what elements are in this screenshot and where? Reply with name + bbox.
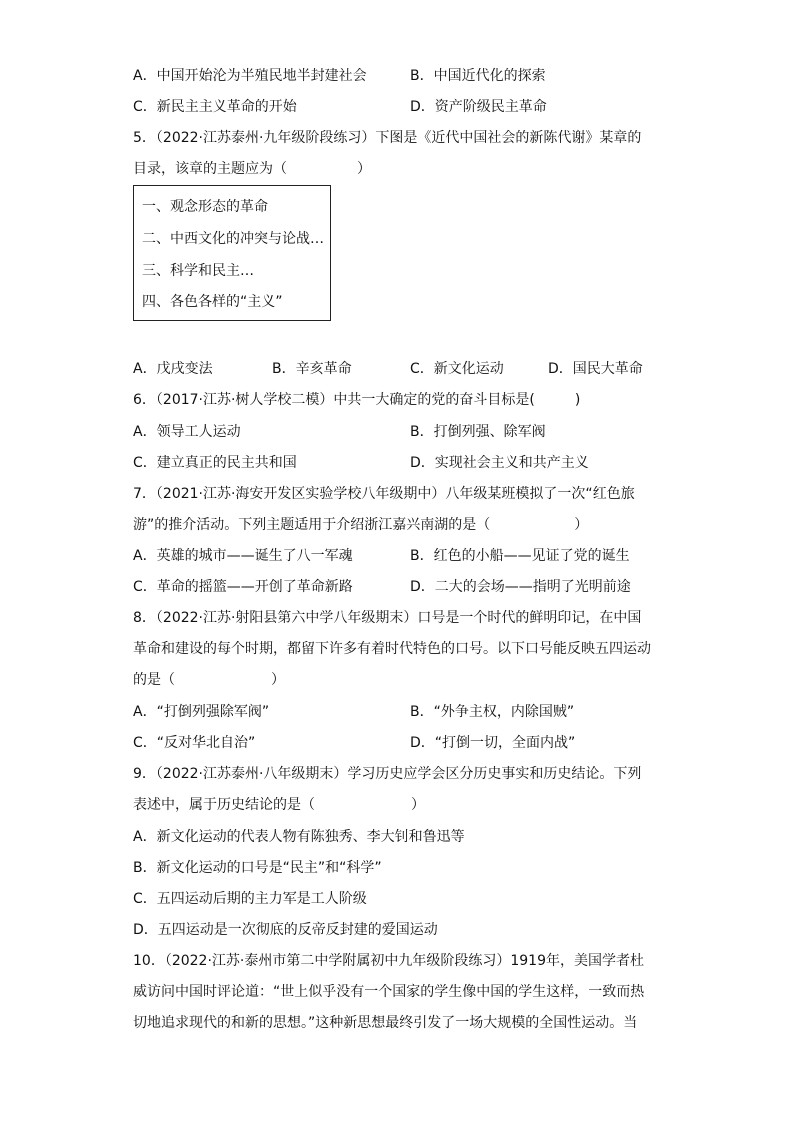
q7-option-a: A．英雄的城市——诞生了八一军魂 xyxy=(133,548,353,564)
q10-stem-line-1: 10．（2022·江苏·泰州市第二中学附属初中九年级阶段练习）1919年，美国学者杜 xyxy=(133,953,644,969)
q10-stem-line-3: 切地追求现代的和新的思想。”这种新思想最终引发了一场大规模的全国性运动。当 xyxy=(133,1015,638,1031)
q8-stem-line-2: 革命和建设的每个时期，都留下许多有着时代特色的口号。以下口号能反映五四运动 xyxy=(133,641,651,657)
q9-stem-text: 表述中，属于历史结论的是（ xyxy=(133,797,315,813)
q5-stem-text: 目录，该章的主题应为（ xyxy=(133,161,287,177)
q7-stem-text: 游”的推介活动。下列主题适用于介绍浙江嘉兴南湖的是（ xyxy=(133,517,491,533)
q8-option-d: D．“打倒一切，全面内战” xyxy=(410,735,576,751)
q8-stem-text: 的是（ xyxy=(133,672,175,688)
q5-table-of-contents xyxy=(133,185,331,321)
q5-option-a: A．戊戌变法 xyxy=(133,361,213,377)
q10-stem-line-2: 威访问中国时评论道：“世上似乎没有一个国家的学生像中国的学生这样，一致而热 xyxy=(133,984,645,1000)
toc-item-3: 三、科学和民主… xyxy=(142,263,254,279)
q4-option-d: D．资产阶级民主革命 xyxy=(410,99,547,115)
q9-option-c: C．五四运动后期的主力军是工人阶级 xyxy=(133,891,367,907)
q5-paren-close: ） xyxy=(357,161,371,177)
q7-paren-close: ） xyxy=(574,517,589,533)
q4-option-b: B．中国近代化的探索 xyxy=(410,68,546,84)
q6-paren-close: ) xyxy=(574,392,581,408)
q6-option-d: D．实现社会主义和共产主义 xyxy=(410,455,589,471)
q9-option-d: D．五四运动是一次彻底的反帝反封建的爱国运动 xyxy=(133,922,438,938)
q7-stem-line-2 xyxy=(133,515,588,535)
q6-option-b: B．打倒列强、除军阀 xyxy=(410,424,546,440)
q6-option-c: C．建立真正的民主共和国 xyxy=(133,455,297,471)
q7-option-d: D．二大的会场——指明了光明前途 xyxy=(410,579,631,595)
q5-stem-line-2 xyxy=(133,159,371,179)
toc-item-1: 一、观念形态的革命 xyxy=(142,199,268,215)
q6-stem-text: 6．（2017·江苏·树人学校二模）中共一大确定的党的奋斗目标是( xyxy=(133,392,535,408)
q9-stem-line-2 xyxy=(133,795,425,815)
q9-option-a: A．新文化运动的代表人物有陈独秀、李大钊和鲁迅等 xyxy=(133,829,465,845)
q6-option-a: A．领导工人运动 xyxy=(133,424,241,440)
q8-paren-close: ） xyxy=(271,672,285,688)
q7-stem-line-1: 7．（2021·江苏·海安开发区实验学校八年级期中）八年级某班模拟了一次“红色旅 xyxy=(133,486,635,502)
q5-option-b: B．辛亥革命 xyxy=(272,361,352,377)
q5-option-c: C．新文化运动 xyxy=(410,361,504,377)
q4-option-a: A．中国开始沦为半殖民地半封建社会 xyxy=(133,68,367,84)
q9-stem-line-1: 9．（2022·江苏泰州·八年级期末）学习历史应学会区分历史事实和历史结论。下列 xyxy=(133,766,642,782)
q5-option-d: D．国民大革命 xyxy=(548,361,643,377)
q5-stem-line-1: 5．（2022·江苏泰州·九年级阶段练习）下图是《近代中国社会的新陈代谢》某章的 xyxy=(133,130,642,146)
toc-item-4: 四、各色各样的“主义” xyxy=(142,294,283,310)
q9-option-b: B．新文化运动的口号是“民主”和“科学” xyxy=(133,860,382,876)
q8-option-c: C．“反对华北自治” xyxy=(133,735,256,751)
q8-option-b: B．“外争主权，内除国贼” xyxy=(410,704,575,720)
q7-option-c: C．革命的摇篮——开创了革命新路 xyxy=(133,579,353,595)
q6-stem xyxy=(133,390,580,410)
q8-option-a: A．“打倒列强除军阀” xyxy=(133,704,270,720)
toc-item-2: 二、中西文化的冲突与论战… xyxy=(142,231,324,247)
q4-option-c: C．新民主主义革命的开始 xyxy=(133,99,297,115)
q8-stem-line-3 xyxy=(133,670,285,690)
q8-stem-line-1: 8．（2022·江苏·射阳县第六中学八年级期末）口号是一个时代的鲜明印记，在中国 xyxy=(133,610,642,626)
q9-paren-close: ） xyxy=(411,797,425,813)
q7-option-b: B．红色的小船——见证了党的诞生 xyxy=(410,548,630,564)
